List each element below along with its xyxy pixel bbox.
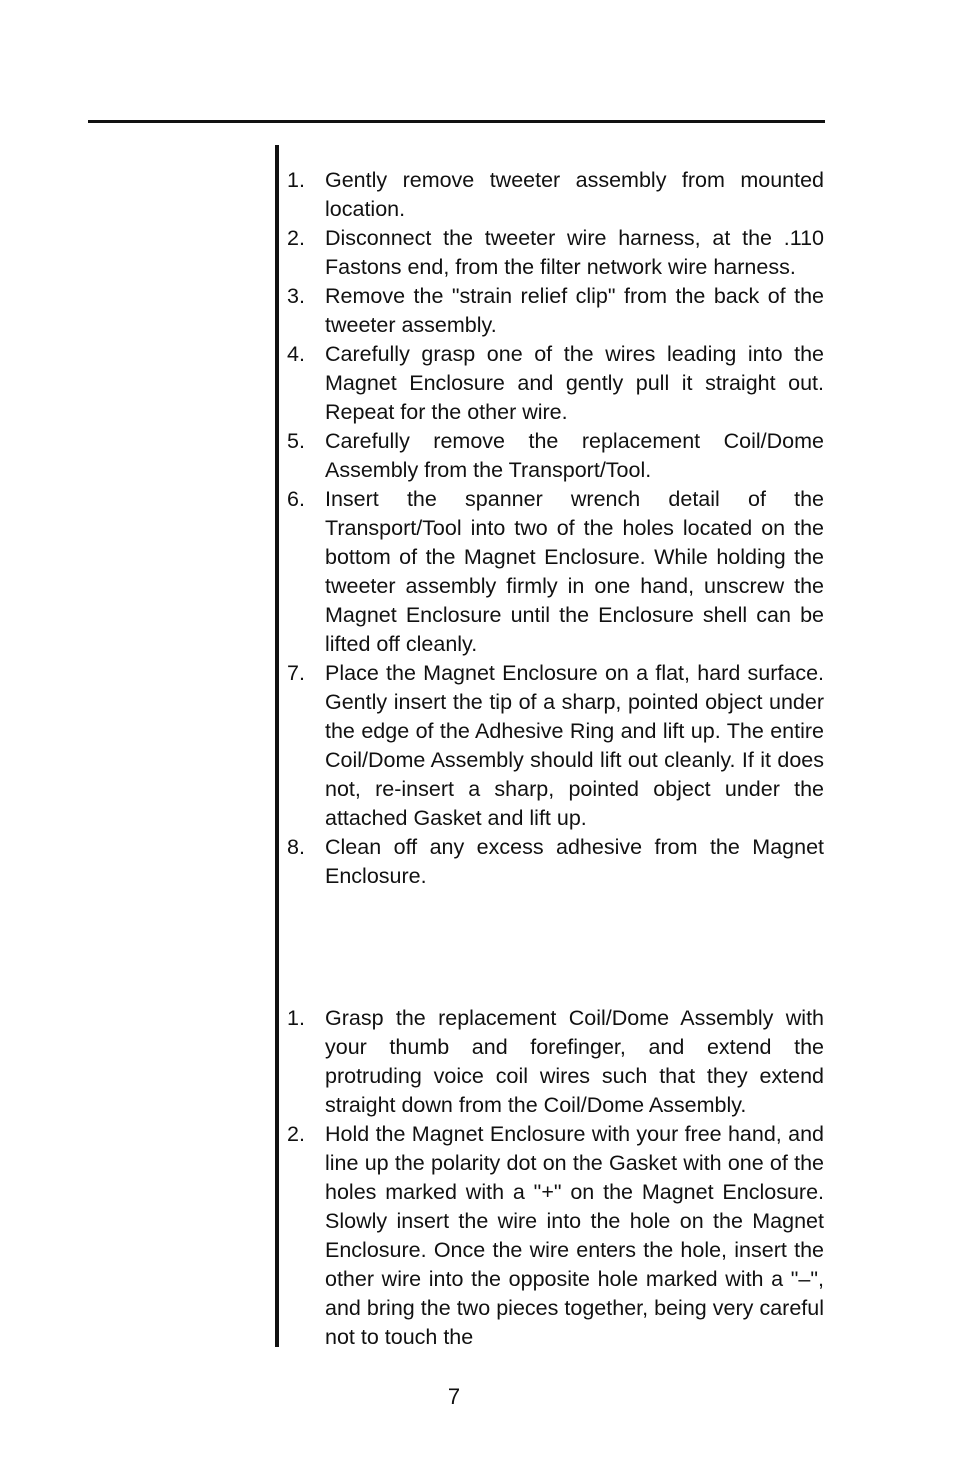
step-number: 5. xyxy=(287,429,305,453)
step-number: 1. xyxy=(287,168,305,192)
step-text: Place the Magnet Enclosure on a flat, hard surface. Gently insert the tip of a sharp, pointed object under the edge of the Adhesive Ring and lift up. The entire Coil/Dome Assembly should lift out cleanly. If it does not, re-insert a sharp, pointed object under the attached Gasket and lift up. xyxy=(325,661,824,830)
removal-step-3 xyxy=(287,282,824,340)
step-number: 3. xyxy=(287,284,305,308)
step-text: Grasp the replacement Coil/Dome Assembly with your thumb and forefinger, and extend the protruding voice coil wires such that they extend straight down from the Coil/Dome Assembly. xyxy=(325,1006,824,1117)
step-text: Disconnect the tweeter wire harness, at the .110 Fastons end, from the filter network wire harness. xyxy=(325,226,824,279)
step-text: Remove the "strain relief clip" from the back of the tweeter assembly. xyxy=(325,284,824,337)
step-number: 2. xyxy=(287,226,305,250)
removal-step-8 xyxy=(287,833,824,891)
step-text: Hold the Magnet Enclosure with your free hand, and line up the polarity dot on the Gasket with one of the holes marked with a "+" on the Magnet Enclosure. Slowly insert the wire into the hole on the Magnet Enclosure. Once the wire enters the hole, insert the other wire into the opposite hole marked with a "–", and bring the two pieces together, being very careful not to touch the xyxy=(325,1122,824,1349)
removal-step-4 xyxy=(287,340,824,427)
removal-step-7 xyxy=(287,659,824,833)
removal-steps-list xyxy=(287,166,824,891)
change-bar xyxy=(275,145,279,1347)
step-number: 2. xyxy=(287,1122,305,1146)
removal-step-1 xyxy=(287,166,824,224)
step-text: Clean off any excess adhesive from the Magnet Enclosure. xyxy=(325,835,824,888)
installation-steps-list xyxy=(287,1004,824,1352)
installation-step-2 xyxy=(287,1120,824,1352)
step-text: Carefully grasp one of the wires leading into the Magnet Enclosure and gently pull it straight out. Repeat for the other wire. xyxy=(325,342,824,424)
step-text: Gently remove tweeter assembly from mounted location. xyxy=(325,168,824,221)
installation-step-1 xyxy=(287,1004,824,1120)
step-text: Insert the spanner wrench detail of the Transport/Tool into two of the holes located on the bottom of the Magnet Enclosure. While holding the tweeter assembly firmly in one hand, unscrew the Magnet Enclosure until the Enclosure shell can be lifted off cleanly. xyxy=(325,487,824,656)
removal-step-6 xyxy=(287,485,824,659)
step-number: 6. xyxy=(287,487,305,511)
page-number: 7 xyxy=(447,1384,461,1409)
step-number: 7. xyxy=(287,661,305,685)
header-rule xyxy=(88,120,825,123)
step-number: 1. xyxy=(287,1006,305,1030)
removal-step-2 xyxy=(287,224,824,282)
step-number: 4. xyxy=(287,342,305,366)
removal-step-5 xyxy=(287,427,824,485)
step-number: 8. xyxy=(287,835,305,859)
step-text: Carefully remove the replacement Coil/Dome Assembly from the Transport/Tool. xyxy=(325,429,824,482)
